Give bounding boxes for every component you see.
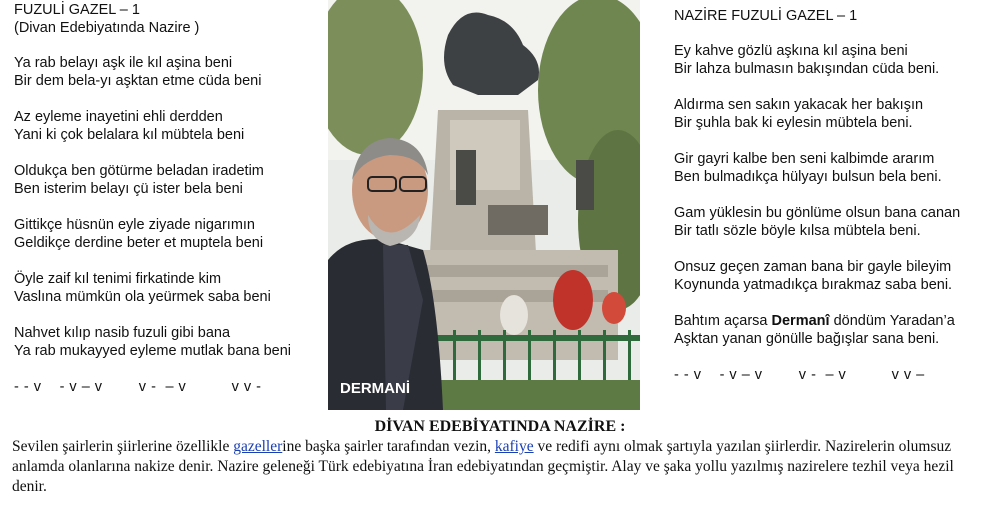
poem-title: NAZİRE FUZULİ GAZEL – 1 — [674, 8, 858, 24]
verse-line: Ben bulmadıkça hülyayı bulsun bela beni. — [674, 169, 942, 185]
stanza — [674, 150, 996, 186]
author-photo — [328, 0, 640, 410]
stanza — [674, 204, 996, 240]
section-heading: DİVAN EDEBİYATINDA NAZİRE : — [374, 418, 626, 435]
verse-line: Gir gayri kalbe ben seni kalbimde ararım — [674, 151, 935, 167]
poem-title: FUZULİ GAZEL – 1 — [14, 2, 140, 18]
stanza — [14, 270, 326, 306]
poem-subtitle: (Divan Edebiyatında Nazire ) — [14, 20, 200, 36]
verse-line: Bir şuhla bak ki eylesin mübtela beni. — [674, 115, 913, 131]
verse-line: Gittikçe hüsnün eyle ziyade nigarımın — [14, 217, 255, 233]
final-line-2: Aşktan yanan gönülle bağışlar sana beni. — [674, 331, 940, 347]
verse-line: Oldukça ben götürme beladan iradetim — [14, 163, 264, 179]
verse-line: Geldikçe derdine beter et muptela beni — [14, 235, 264, 251]
pen-name: Dermanî — [771, 313, 830, 329]
meter-pattern: - - v - v – v v - – v v v - — [14, 379, 262, 395]
stanza — [14, 54, 326, 90]
original-gazel — [14, 1, 326, 396]
nazire-poem — [674, 7, 996, 384]
definition-paragraph: Sevilen şairlerin şiirlerine özellikle gazellerine başka şairler tarafından vezin, kafiye ve redifi aynı olmak şartıyla yazılan şiirlerdir. Nazirelerin olumsuz anlamda olanlarına nakize denir. Nazire geleneği Türk edebiyatına İran edebiyatından geçmiştir. Alay ve şaka yollu yazılmış nazirelere tezhil veya hezil denir. — [12, 438, 954, 495]
verse-line: Ey kahve gözlü aşkına kıl aşina beni — [674, 43, 908, 59]
verse-line: Bir tatlı sözle böyle kılsa mübtela beni. — [674, 223, 921, 239]
verse-line: Yani ki çok belalara kıl mübtela beni — [14, 127, 245, 143]
verse-line: Aldırma sen sakın yakacak her bakışın — [674, 97, 924, 113]
verse-line: Ya rab belayı aşk ile kıl aşina beni — [14, 55, 233, 71]
verse-line: Vaslına mümkün ola yeürmek saba beni — [14, 289, 271, 305]
verse-line: Öyle zaif kıl tenimi firkatinde kim — [14, 271, 222, 287]
stanza — [14, 108, 326, 144]
verse-line: Ben isterim belayı çü ister bela beni — [14, 181, 243, 197]
verse-line: Nahvet kılıp nasib fuzuli gibi bana — [14, 325, 231, 341]
stanza-list — [14, 54, 326, 360]
final-stanza — [674, 312, 996, 348]
stanza — [674, 258, 996, 294]
verse-line: Onsuz geçen zaman bana bir gayle bileyim — [674, 259, 952, 275]
verse-line: Gam yüklesin bu gönlüme olsun bana canan — [674, 205, 961, 221]
verse-line: Ya rab mukayyed eyleme mutlak bana beni — [14, 343, 291, 359]
gazel-link[interactable]: gazeller — [233, 438, 283, 455]
stanza — [674, 96, 996, 132]
stanza — [674, 42, 996, 78]
kafiye-link[interactable]: kafiye — [494, 438, 534, 455]
stanza-list — [674, 42, 996, 294]
final-line-1: Bahtım açarsa Dermanî döndüm Yaradan’a — [674, 313, 955, 329]
verse-line: Az eyleme inayetini ehli derdden — [14, 109, 223, 125]
meter-pattern: - - v - v – v v - – v v v – — [674, 367, 925, 383]
stanza — [14, 162, 326, 198]
verse-line: Bir lahza bulmasın bakışından cüda beni. — [674, 61, 940, 77]
stanza — [14, 324, 326, 360]
verse-line: Koynunda yatmadıkça bırakmaz saba beni. — [674, 277, 953, 293]
photo-caption: DERMANİ — [340, 380, 410, 397]
verse-line: Bir dem bela-yı aşktan etme cüda beni — [14, 73, 262, 89]
stanza — [14, 216, 326, 252]
